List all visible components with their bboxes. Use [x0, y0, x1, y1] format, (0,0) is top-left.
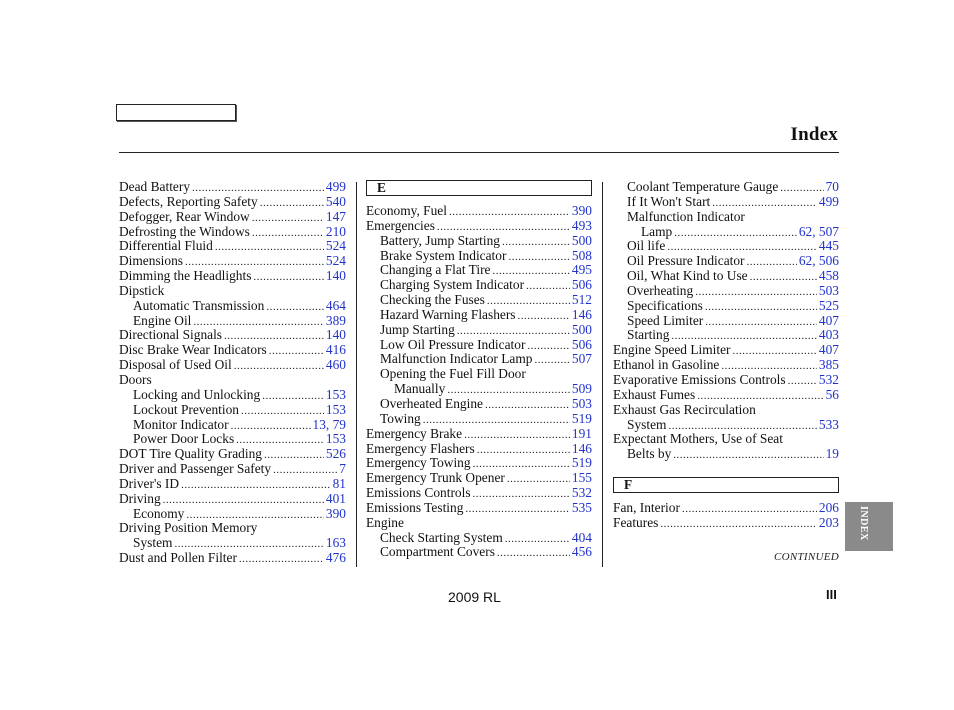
index-entry — [119, 254, 346, 269]
page-reference-link[interactable]: 506 — [571, 277, 592, 293]
index-entry — [119, 521, 346, 536]
page-reference-link[interactable]: 500 — [571, 232, 592, 248]
dot-leader — [527, 339, 570, 354]
page-reference-link[interactable]: 533 — [818, 416, 839, 432]
entry-term: Coolant Temperature Gauge — [627, 179, 779, 194]
page-reference-link[interactable]: 525 — [818, 297, 839, 313]
dot-leader — [660, 517, 817, 532]
page-reference-link[interactable]: 512 — [571, 292, 592, 308]
dot-leader — [705, 300, 817, 315]
index-entry — [119, 507, 346, 522]
entry-term: Malfunction Indicator Lamp — [380, 351, 533, 367]
index-entry — [366, 456, 592, 471]
entry-term: Exhaust Fumes — [613, 386, 696, 402]
dot-leader — [695, 285, 817, 300]
page-reference-link[interactable]: 508 — [571, 247, 592, 263]
entry-term: Defects, Reporting Safety — [119, 193, 258, 209]
dot-leader — [464, 428, 570, 443]
index-entry — [366, 323, 592, 338]
dot-leader — [733, 344, 817, 359]
page-reference-link[interactable]: 458 — [818, 268, 839, 284]
page-title: Index — [790, 124, 838, 145]
index-entry — [366, 204, 592, 219]
dot-leader — [269, 344, 324, 359]
entry-term: Towing — [380, 410, 421, 426]
entry-term: Changing a Flat Tire — [380, 262, 491, 278]
entry-term: Specifications — [627, 297, 703, 313]
index-entry — [119, 269, 346, 284]
index-entry — [366, 263, 592, 278]
index-entry — [366, 442, 592, 457]
entry-term: System — [627, 416, 667, 432]
index-entry — [366, 308, 592, 323]
page-reference-link[interactable]: 153 — [325, 431, 346, 447]
index-entry — [119, 314, 346, 329]
page-reference-link[interactable]: 56 — [825, 386, 839, 402]
index-side-tab[interactable] — [845, 502, 893, 551]
index-entry — [613, 225, 839, 240]
continued-label: CONTINUED — [773, 551, 839, 563]
index-entry — [119, 299, 346, 314]
index-entry — [366, 501, 592, 516]
entry-term: Doors — [119, 371, 152, 387]
entry-term: Driver's ID — [119, 475, 180, 491]
page-reference-link[interactable]: 163 — [325, 535, 346, 551]
entry-term: Driver and Passenger Safety — [119, 461, 272, 477]
page-reference-link[interactable]: 460 — [325, 357, 346, 373]
entry-term: Dimming the Headlights — [119, 268, 252, 284]
page-reference-link[interactable]: 401 — [325, 490, 346, 506]
index-entry — [119, 551, 346, 566]
page-reference-link[interactable]: 503 — [571, 395, 592, 411]
page-reference-link[interactable]: 147 — [325, 208, 346, 224]
index-entry — [119, 373, 346, 388]
page-reference-link[interactable]: 407 — [818, 342, 839, 358]
page-reference-link[interactable]: 146 — [571, 306, 592, 322]
index-entry — [119, 492, 346, 507]
entry-term: Emergencies — [366, 217, 435, 233]
entry-term: Hazard Warning Flashers — [380, 306, 516, 322]
dot-leader — [497, 546, 570, 561]
index-entry — [119, 195, 346, 210]
entry-term: Economy, Fuel — [366, 203, 447, 218]
page-reference-link[interactable]: 62, 507 — [798, 223, 839, 239]
index-entry — [613, 269, 839, 284]
index-entry — [119, 210, 346, 225]
dot-leader — [260, 196, 324, 211]
index-entry — [366, 367, 592, 382]
dot-leader — [241, 404, 324, 419]
index-entry — [613, 180, 839, 195]
dot-leader — [750, 270, 817, 285]
entry-term: DOT Tire Quality Grading — [119, 446, 262, 462]
index-entry — [119, 536, 346, 551]
page-reference-link[interactable]: 506 — [571, 336, 592, 352]
index-entry — [613, 210, 839, 225]
entry-term: Driving — [119, 490, 161, 506]
page-reference-link[interactable]: 390 — [571, 203, 592, 218]
dot-leader — [252, 211, 324, 226]
index-entry — [119, 447, 346, 462]
entry-term: Directional Signals — [119, 327, 223, 343]
entry-term: Fan, Interior — [613, 499, 680, 515]
index-entry — [366, 234, 592, 249]
page-reference-link[interactable]: 500 — [571, 321, 592, 337]
entry-term: Malfunction Indicator — [627, 208, 745, 224]
page-reference-link[interactable]: 191 — [571, 425, 592, 441]
dot-leader — [273, 463, 337, 478]
dot-leader — [215, 240, 324, 255]
entry-term: Dipstick — [119, 282, 165, 298]
page-reference-link[interactable]: 153 — [325, 386, 346, 402]
entry-term: Starting — [627, 327, 670, 343]
index-entry — [119, 432, 346, 447]
page-reference-link[interactable]: 140 — [325, 327, 346, 343]
dot-leader — [507, 472, 570, 487]
index-entry — [366, 249, 592, 264]
page-reference-link[interactable]: 416 — [325, 342, 346, 358]
entry-term: Low Oil Pressure Indicator — [380, 336, 526, 352]
index-entry — [613, 254, 839, 269]
entry-term: Overheated Engine — [380, 395, 483, 411]
page-reference-link[interactable]: 407 — [818, 312, 839, 328]
index-entry — [119, 225, 346, 240]
entry-term: Ethanol in Gasoline — [613, 357, 720, 373]
page-reference-link[interactable]: 495 — [571, 262, 592, 278]
index-entry — [613, 516, 839, 531]
index-entry — [119, 328, 346, 343]
page-reference-link[interactable]: 464 — [325, 297, 346, 313]
index-entry — [119, 403, 346, 418]
dot-leader — [673, 448, 823, 463]
entry-term: Disposal of Used Oil — [119, 357, 232, 373]
page-reference-link[interactable]: 404 — [571, 529, 592, 545]
entry-term: Emergency Flashers — [366, 440, 475, 456]
nav-box[interactable] — [116, 104, 236, 121]
entry-term: Differential Fluid — [119, 238, 213, 254]
dot-leader — [239, 552, 324, 567]
page-reference-link[interactable]: 524 — [325, 253, 346, 269]
entry-term: Lockout Prevention — [133, 401, 239, 417]
page-reference-link[interactable]: 19 — [825, 446, 839, 462]
side-tab-label: INDEX — [858, 506, 869, 541]
index-entry — [366, 382, 592, 397]
index-entry — [613, 447, 839, 462]
letter-heading-f: F — [613, 477, 839, 493]
dot-leader — [502, 235, 570, 250]
page-reference-link[interactable]: 519 — [571, 410, 592, 426]
column-divider — [602, 182, 603, 567]
page-number: III — [826, 587, 837, 602]
entry-term: Overheating — [627, 282, 694, 298]
entry-term: Emergency Towing — [366, 455, 471, 471]
page-reference-link[interactable]: 456 — [571, 544, 592, 560]
entry-term: Emissions Testing — [366, 499, 464, 515]
entry-term: Engine — [366, 514, 404, 530]
page-reference-link[interactable]: 7 — [339, 461, 346, 477]
dot-leader — [181, 478, 331, 493]
dot-leader — [674, 226, 797, 241]
dot-leader — [682, 502, 817, 517]
entry-term: Emergency Brake — [366, 425, 463, 441]
entry-term: Checking the Fuses — [380, 292, 485, 308]
page-reference-link[interactable]: 524 — [325, 238, 346, 254]
entry-term: Oil Pressure Indicator — [627, 253, 745, 269]
entry-term: Belts by — [627, 446, 672, 462]
page-reference-link[interactable]: 503 — [818, 282, 839, 298]
entry-term: Defrosting the Windows — [119, 223, 250, 239]
index-entry — [613, 403, 839, 418]
dot-leader — [473, 487, 570, 502]
entry-term: Monitor Indicator — [133, 416, 229, 432]
dot-leader — [477, 443, 570, 458]
entry-term: Opening the Fuel Fill Door — [380, 366, 526, 382]
page-reference-link[interactable]: 403 — [818, 327, 839, 343]
index-entry — [613, 284, 839, 299]
entry-term: Oil, What Kind to Use — [627, 268, 748, 284]
entry-term: Expectant Mothers, Use of Seat — [613, 431, 783, 447]
entry-term: Power Door Locks — [133, 431, 235, 447]
dot-leader — [788, 374, 817, 389]
page-reference-link[interactable]: 540 — [325, 193, 346, 209]
page-reference-link[interactable]: 81 — [332, 475, 346, 491]
index-column-1 — [119, 180, 346, 566]
page-reference-link[interactable]: 146 — [571, 440, 592, 456]
dot-leader — [163, 493, 324, 508]
index-entry — [613, 195, 839, 210]
spacer — [613, 462, 839, 477]
entry-term: System — [133, 535, 173, 551]
entry-term: Locking and Unlocking — [133, 386, 261, 402]
entry-term: Engine Oil — [133, 312, 192, 328]
entry-term: Manually — [394, 381, 446, 397]
entry-term: Battery, Jump Starting — [380, 232, 501, 248]
index-entry — [366, 531, 592, 546]
index-entry — [119, 477, 346, 492]
entry-term: Emissions Controls — [366, 485, 471, 501]
page-reference-link[interactable]: 519 — [571, 455, 592, 471]
page-reference-link[interactable]: 389 — [325, 312, 346, 328]
index-entry — [613, 299, 839, 314]
index-entry — [366, 219, 592, 234]
page-reference-link[interactable]: 507 — [571, 351, 592, 367]
index-entry — [119, 239, 346, 254]
index-entry — [366, 427, 592, 442]
index-entry — [613, 358, 839, 373]
dot-leader — [705, 315, 817, 330]
entry-term: Oil life — [627, 238, 666, 254]
page-reference-link[interactable]: 526 — [325, 446, 346, 462]
dot-leader — [485, 398, 570, 413]
page-reference-link[interactable]: 153 — [325, 401, 346, 417]
index-entry — [119, 418, 346, 433]
page-reference-link[interactable]: 70 — [825, 179, 839, 194]
index-entry — [613, 388, 839, 403]
index-entry — [613, 418, 839, 433]
index-entry — [613, 373, 839, 388]
entry-term: Dimensions — [119, 253, 183, 269]
page-reference-link[interactable]: 535 — [571, 499, 592, 515]
entry-term: Engine Speed Limiter — [613, 342, 731, 358]
page-reference-link[interactable]: 509 — [571, 381, 592, 397]
page-reference-link[interactable]: 155 — [571, 470, 592, 486]
entry-term: Economy — [133, 505, 185, 521]
dot-leader — [780, 181, 823, 196]
page-reference-link[interactable]: 210 — [325, 223, 346, 239]
dot-leader — [526, 279, 570, 294]
page-reference-link[interactable]: 476 — [325, 550, 346, 566]
entry-term: Check Starting System — [380, 529, 503, 545]
title-divider — [119, 152, 839, 153]
index-entry — [119, 358, 346, 373]
page-reference-link[interactable]: 493 — [571, 217, 592, 233]
index-entry — [613, 239, 839, 254]
entry-term: Brake System Indicator — [380, 247, 507, 263]
index-entry — [366, 412, 592, 427]
entry-term: Emergency Trunk Opener — [366, 470, 505, 486]
dot-leader — [252, 226, 324, 241]
page-reference-link[interactable]: 390 — [325, 505, 346, 521]
entry-term: Lamp — [641, 223, 673, 239]
entry-term: Features — [613, 514, 659, 530]
page-reference-link[interactable]: 385 — [818, 357, 839, 373]
entry-term: Charging System Indicator — [380, 277, 525, 293]
index-entry — [119, 284, 346, 299]
index-entry — [366, 338, 592, 353]
page-reference-link[interactable]: 62, 506 — [798, 253, 839, 269]
index-entry — [613, 314, 839, 329]
page-reference-link[interactable]: 140 — [325, 268, 346, 284]
dot-leader — [505, 532, 570, 547]
dot-leader — [231, 419, 311, 434]
index-column-2 — [366, 180, 592, 560]
page-reference-link[interactable]: 532 — [571, 485, 592, 501]
dot-leader — [747, 255, 797, 270]
dot-leader — [508, 250, 569, 265]
page-reference-link[interactable]: 445 — [818, 238, 839, 254]
dot-leader — [449, 205, 570, 220]
index-entry — [119, 462, 346, 477]
index-entry — [366, 352, 592, 367]
index-entry — [366, 516, 592, 531]
entry-term: Jump Starting — [380, 321, 455, 337]
entry-term: Compartment Covers — [380, 544, 495, 560]
page-reference-link[interactable]: 532 — [818, 371, 839, 387]
column-divider — [356, 182, 357, 567]
letter-heading-e: E — [366, 180, 592, 196]
entry-term: Exhaust Gas Recirculation — [613, 401, 756, 417]
entry-term: Automatic Transmission — [133, 297, 265, 313]
index-entry — [366, 486, 592, 501]
index-entry — [366, 278, 592, 293]
index-entry — [366, 293, 592, 308]
index-entry — [613, 432, 839, 447]
entry-term: Evaporative Emissions Controls — [613, 371, 786, 387]
index-entry — [613, 343, 839, 358]
page-reference-link[interactable]: 203 — [818, 514, 839, 530]
dot-leader — [262, 389, 324, 404]
dot-leader — [253, 270, 324, 285]
dot-leader — [264, 448, 324, 463]
index-entry — [119, 180, 346, 195]
index-entry — [366, 397, 592, 412]
index-entry — [366, 471, 592, 486]
index-entry — [613, 328, 839, 343]
dot-leader — [465, 502, 570, 517]
page-reference-link[interactable]: 499 — [325, 179, 346, 194]
dot-leader — [234, 359, 324, 374]
entry-term: Dead Battery — [119, 179, 191, 194]
page-reference-link[interactable]: 499 — [818, 193, 839, 209]
entry-term: Defogger, Rear Window — [119, 208, 250, 224]
footer-model: 2009 RL — [448, 589, 501, 605]
index-entry — [119, 388, 346, 403]
dot-leader — [518, 309, 570, 324]
entry-term: Speed Limiter — [627, 312, 704, 328]
dot-leader — [266, 300, 324, 315]
index-column-3 — [613, 180, 839, 531]
page-reference-link[interactable]: 13, 79 — [312, 416, 346, 432]
entry-term: Dust and Pollen Filter — [119, 550, 237, 566]
page-reference-link[interactable]: 206 — [818, 499, 839, 515]
entry-term: If It Won't Start — [627, 193, 711, 209]
index-entry — [119, 343, 346, 358]
entry-term: Driving Position Memory — [119, 520, 258, 536]
entry-term: Disc Brake Wear Indicators — [119, 342, 267, 358]
index-entry — [366, 545, 592, 560]
dot-leader — [534, 353, 569, 368]
index-entry — [613, 501, 839, 516]
